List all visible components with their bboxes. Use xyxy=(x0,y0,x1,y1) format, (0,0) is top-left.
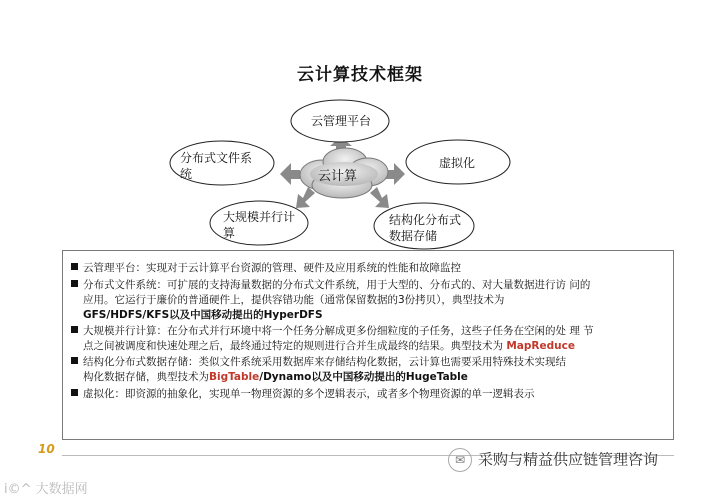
wechat-icon: ✉ xyxy=(448,448,472,472)
watermark-left: i©^ 大数据网 xyxy=(4,482,88,497)
arrow-bottom-right xyxy=(370,187,389,208)
bullet-icon xyxy=(71,280,78,287)
item-structured-storage: 结构化分布式数据存储：类似文件系统采用数据库来存储结构化数据，云计算也需要采用特殊技术实现结 构化数据存储，典型技术为BigTable/Dynamo以及中国移动提出的HugeTable xyxy=(71,355,665,385)
node-bottom-right-label xyxy=(389,212,479,244)
bullet-icon xyxy=(71,263,78,270)
mapreduce-highlight: MapReduce xyxy=(506,340,575,352)
bullet-icon xyxy=(71,357,78,364)
item-cloud-management: 云管理平台：实现对于云计算平台资源的管理、硬件及应用系统的性能和故障监控 xyxy=(71,261,665,276)
item-parallel-computing: 大规模并行计算：在分布式并行环境中将一个任务分解成更多份细粒度的子任务，这些子任务在空闲的处 理 节 点之间被调度和快速处理之后，最终通过特定的规则进行合并生成最终的结果。典型技术为 MapReduce xyxy=(71,324,665,354)
node-bottom-right-line-1: 结构化分布式 xyxy=(389,213,462,227)
arrow-bottom-left xyxy=(296,187,315,208)
node-left-line-1: 分布式文件系 xyxy=(180,151,253,165)
page-number: 10 xyxy=(38,442,55,456)
watermark-right: ✉ 采购与精益供应链管理咨询 xyxy=(448,448,658,472)
description-box xyxy=(62,250,674,440)
center-label: 云计算 xyxy=(318,169,358,184)
node-bottom-left-label xyxy=(223,209,313,241)
item-distributed-fs: 分布式文件系统：可扩展的支持海量数据的分布式文件系统，用于大型的、分布式的、对大量数据进行访 问的 应用。它运行于廉价的普通硬件上，提供容错功能（通常保留数据的3份拷贝），典型技术为 GFS/HDFS/KFS以及中国移动提出的HyperDFS xyxy=(71,278,665,323)
diagram-title: 云计算技术框架 xyxy=(297,65,423,85)
node-bottom-right-line-2: 数据存储 xyxy=(389,229,438,243)
node-bottom-left-line-1: 大规模并行计 xyxy=(223,210,296,224)
bigtable-highlight: BigTable xyxy=(209,371,260,383)
bullet-icon xyxy=(71,389,78,396)
bullet-icon xyxy=(71,326,78,333)
node-right-label: 虚拟化 xyxy=(439,156,476,170)
item-virtualization: 虚拟化：即资源的抽象化，实现单一物理资源的多个逻辑表示，或者多个物理资源的单一逻辑表示 xyxy=(71,387,665,402)
node-left-line-2: 统 xyxy=(180,167,193,181)
node-top-label: 云管理平台 xyxy=(311,114,372,128)
node-bottom-left-line-2: 算 xyxy=(223,226,236,240)
arrow-left xyxy=(280,163,300,185)
node-left-label xyxy=(180,150,270,182)
